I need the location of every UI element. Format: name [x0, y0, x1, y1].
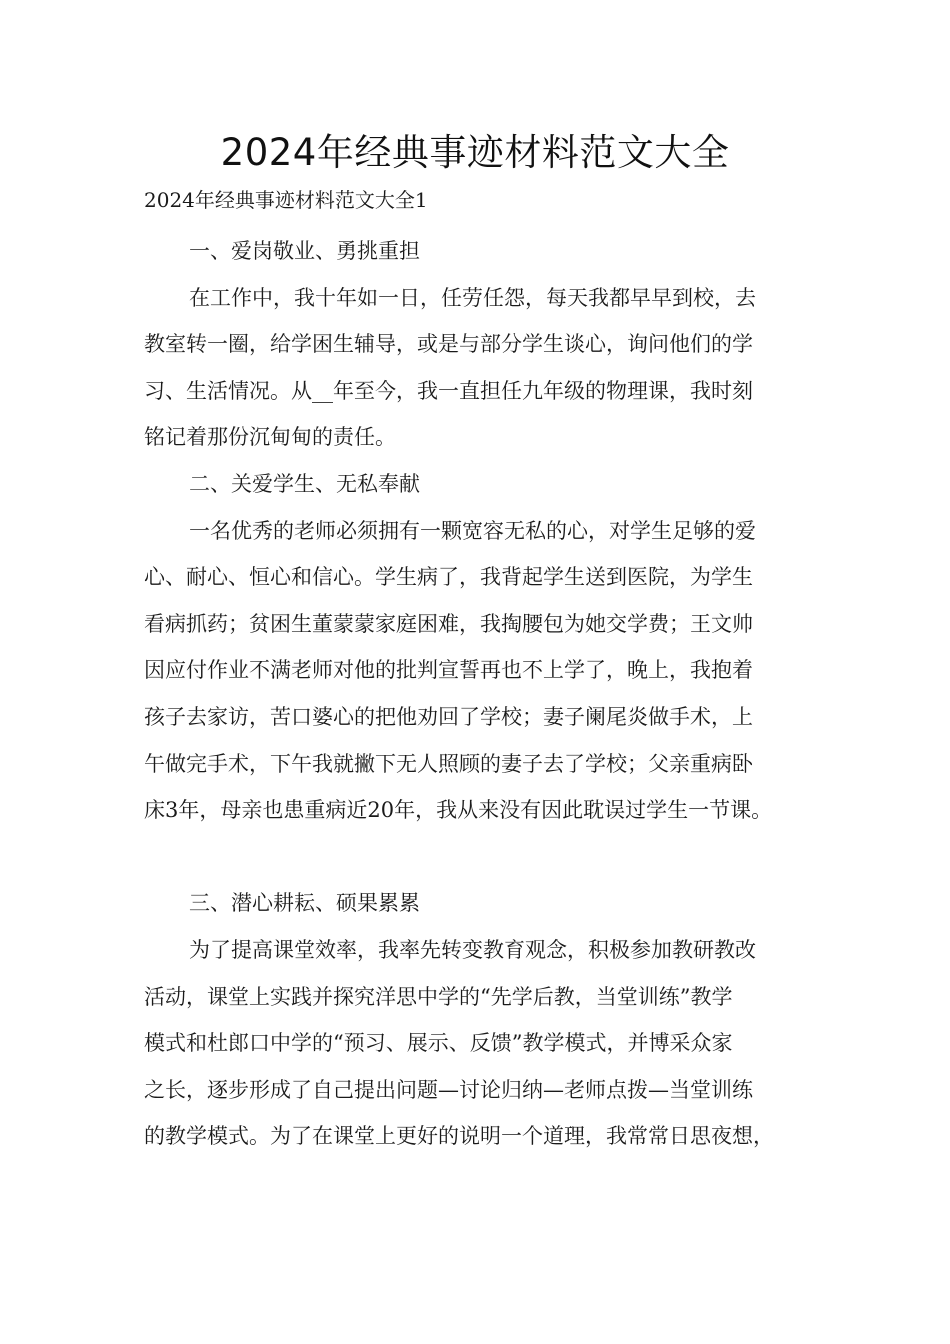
paragraph-line: 活动，课堂上实践并探究洋思中学的“先学后教，当堂训练”教学 — [144, 984, 733, 1009]
paragraph-line: 模式和杜郎口中学的“预习、展示、反馈”教学模式，并博采众家 — [144, 1031, 733, 1056]
document-title: 2024年经典事迹材料范文大全 — [220, 131, 730, 174]
paragraph-line: 习、生活情况。从__年至今，我一直担任九年级的物理课，我时刻 — [144, 378, 753, 403]
paragraph-line: 之长，逐步形成了自己提出问题—讨论归纳—老师点拨—当堂训练 — [144, 1077, 753, 1102]
paragraph-line: 孩子去家访，苦口婆心的把他劝回了学校；妻子阑尾炎做手术，上 — [144, 704, 753, 729]
section-heading: 一、爱岗敬业、勇挑重担 — [189, 239, 420, 263]
paragraph-line: 铭记着那份沉甸甸的责任。 — [144, 425, 396, 450]
paragraph-line: 看病抓药；贫困生董蒙蒙家庭困难，我掏腰包为她交学费；王文帅 — [144, 611, 753, 636]
paragraph-line: 午做完手术，下午我就撇下无人照顾的妻子去了学校；父亲重病卧 — [144, 751, 753, 776]
paragraph-line: 的教学模式。为了在课堂上更好的说明一个道理，我常常日思夜想， — [144, 1124, 774, 1149]
paragraph-spacer — [144, 838, 814, 885]
paragraph-line: 因应付作业不满老师对他的批判宣誓再也不上学了，晚上，我抱着 — [144, 658, 753, 683]
paragraph-line: 为了提高课堂效率，我率先转变教育观念，积极参加教研教改 — [189, 937, 756, 962]
paragraph-line: 床3年，母亲也患重病近20年，我从来没有因此耽误过学生一节课。 — [144, 798, 773, 823]
document-body — [144, 232, 814, 1164]
section-heading: 三、潜心耕耘、硕果累累 — [189, 891, 420, 916]
paragraph-line: 一名优秀的老师必须拥有一颗宽容无私的心，对学生足够的爱 — [189, 518, 756, 543]
paragraph-line: 心、耐心、恒心和信心。学生病了，我背起学生送到医院，为学生 — [144, 565, 753, 590]
section-heading: 二、关爱学生、无私奉献 — [189, 471, 420, 496]
document-subtitle: 2024年经典事迹材料范文大全1 — [144, 188, 428, 212]
paragraph-line: 在工作中，我十年如一日，任劳任怨，每天我都早早到校，去 — [189, 285, 756, 310]
paragraph-line: 教室转一圈，给学困生辅导，或是与部分学生谈心，询问他们的学 — [144, 332, 753, 357]
